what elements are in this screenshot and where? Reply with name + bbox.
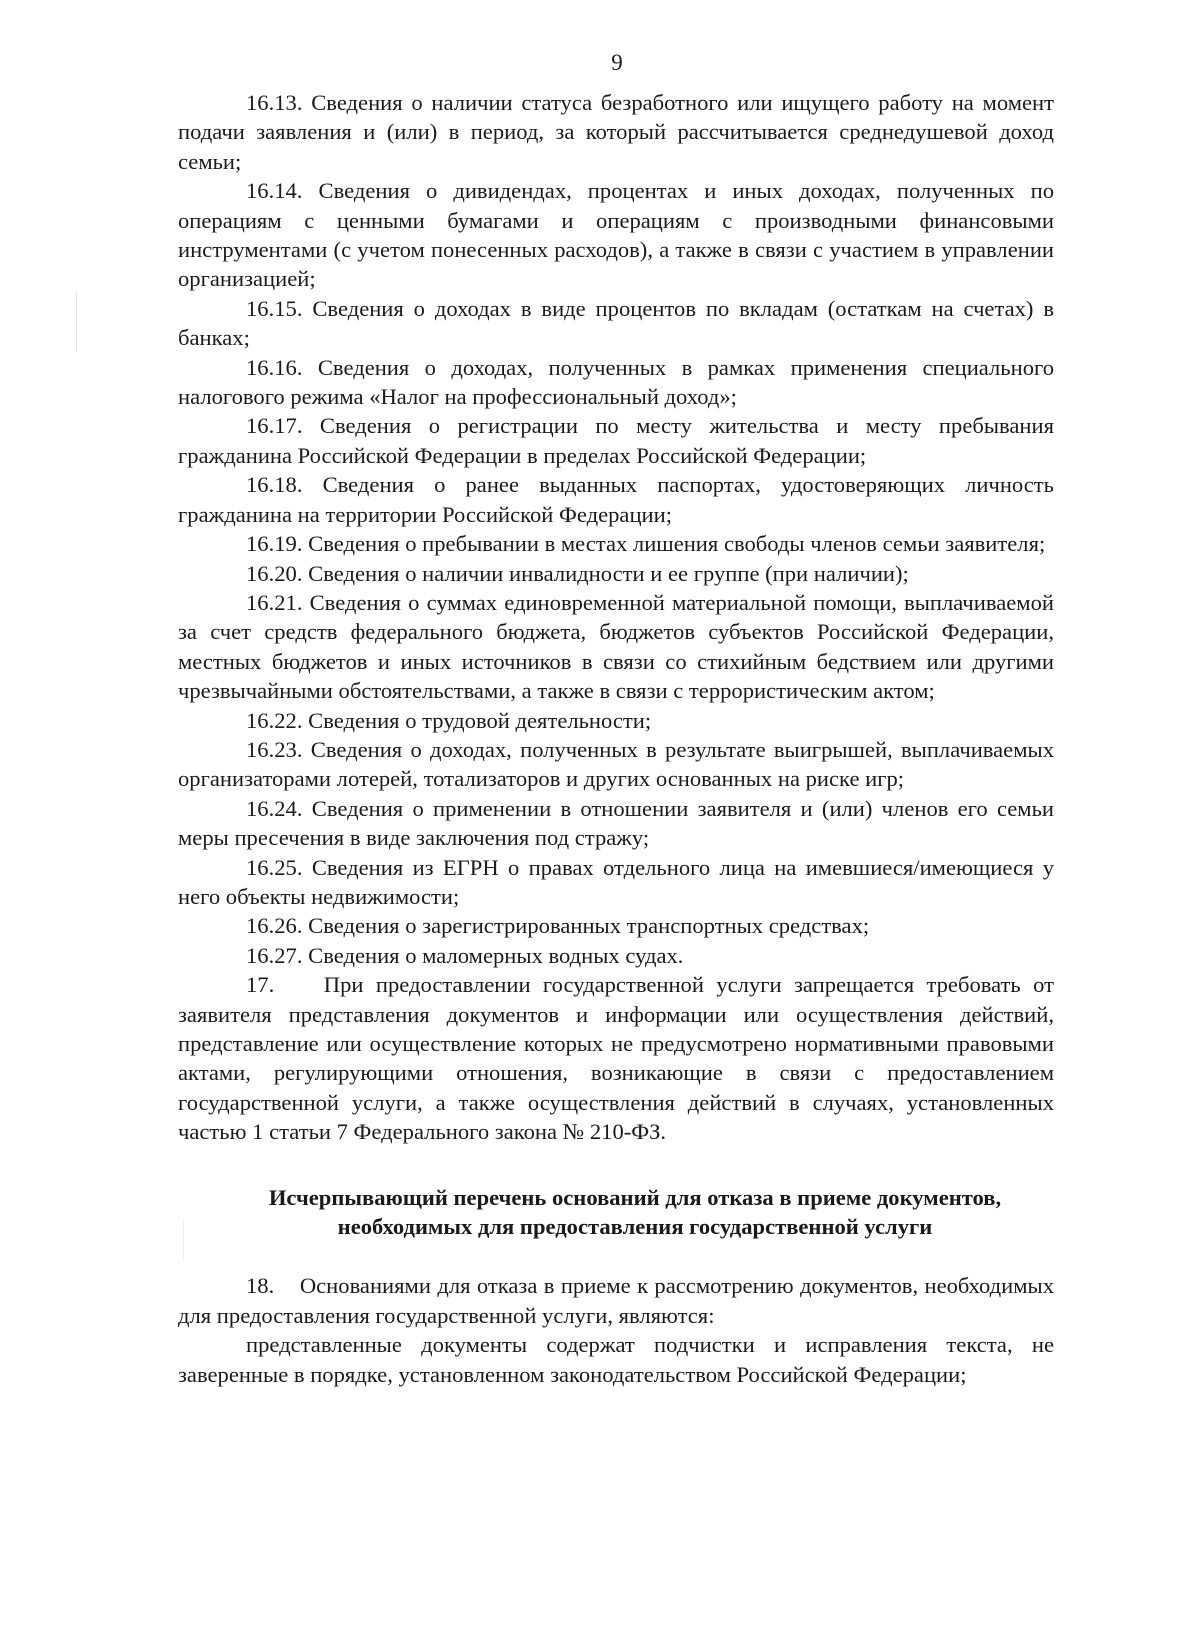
paragraph-16-15: 16.15. Сведения о доходах в виде процентов по вкладам (остаткам на счетах) в банках; xyxy=(178,295,1054,351)
scan-artifact xyxy=(76,292,77,352)
paragraph-16-14: 16.14. Сведения о дивидендах, процентах и иных доходах, полученных по операциям с ценными бумагами и операциям с производными финансовыми инструментами (с учетом понесенных расходов), а также в связи с участием в управлении организацией; xyxy=(178,178,1054,292)
section-heading-line-2: необходимых для предоставления государственной услуги xyxy=(337,1214,933,1240)
paragraph-16-23: 16.23. Сведения о доходах, полученных в результате выигрышей, выплачиваемых организаторами лотерей, тотализаторов и других основанных на риске игр; xyxy=(178,736,1054,792)
paragraph-16-13: 16.13. Сведения о наличии статуса безработного или ищущего работу на момент подачи заявления и (или) в период, за который рассчитывается среднедушевой доход семьи; xyxy=(178,90,1054,174)
paragraph-16-22: 16.22. Сведения о трудовой деятельности; xyxy=(246,707,652,733)
paragraph-16-20: 16.20. Сведения о наличии инвалидности и ее группе (при наличии); xyxy=(246,560,909,586)
paragraph-16-25: 16.25. Сведения из ЕГРН о правах отдельного лица на имевшиеся/имеющиеся у него объекты недвижимости; xyxy=(178,854,1054,909)
paragraph-16-27: 16.27. Сведения о маломерных водных судах. xyxy=(246,942,684,968)
document-body xyxy=(178,88,1060,1389)
paragraph-16-16: 16.16. Сведения о доходах, полученных в рамках применения специального налогового режима «Налог на профессиональный доход»; xyxy=(178,354,1054,410)
paragraph-16-21: 16.21. Сведения о суммах единовременной материальной помощи, выплачиваемой за счет средств федерального бюджета, бюджетов субъектов Российской Федерации, местных бюджетов и иных источников в связи со стихийным бедствием или другими чрезвычайными обстоятельствами, а также в связи с террористическим актом; xyxy=(178,589,1054,704)
paragraph-18-item: представленные документы содержат подчистки и исправления текста, не заверенные в порядке, установленном законодательством Российской Федерации; xyxy=(178,1332,1054,1387)
paragraph-16-17: 16.17. Сведения о регистрации по месту жительства и месту пребывания гражданина Российской Федерации в пределах Российской Федерации; xyxy=(178,413,1054,468)
paragraph-16-18: 16.18. Сведения о ранее выданных паспортах, удостоверяющих личность гражданина на территории Российской Федерации; xyxy=(178,472,1054,527)
paragraph-18: 18. Основаниями для отказа в приеме к рассмотрению документов, необходимых для предоставления государственной услуги, являются: xyxy=(178,1273,1060,1328)
paragraph-16-24: 16.24. Сведения о применении в отношении заявителя и (или) членов его семьи меры пресечения в виде заключения под стражу; xyxy=(178,795,1054,851)
paragraph-17: 17. При предоставлении государственной услуги запрещается требовать от заявителя представления документов и информации или осуществления действий, представление или осуществление которых не предусмотрено нормативными правовыми актами, регулирующими отношения, возникающие в связи с предоставлением государственной услуги, а также осуществления действий в случаях, установленных частью 1 статьи 7 Федерального закона № 210-ФЗ. xyxy=(178,972,1060,1145)
paragraph-16-26: 16.26. Сведения о зарегистрированных транспортных средствах; xyxy=(246,913,870,939)
section-heading xyxy=(178,1183,1054,1242)
page-number: 9 xyxy=(611,50,623,75)
paragraph-16-19: 16.19. Сведения о пребывании в местах лишения свободы членов семьи заявителя; xyxy=(246,531,1046,557)
section-heading-line-1: Исчерпывающий перечень оснований для отказа в приеме документов, xyxy=(268,1184,1002,1210)
